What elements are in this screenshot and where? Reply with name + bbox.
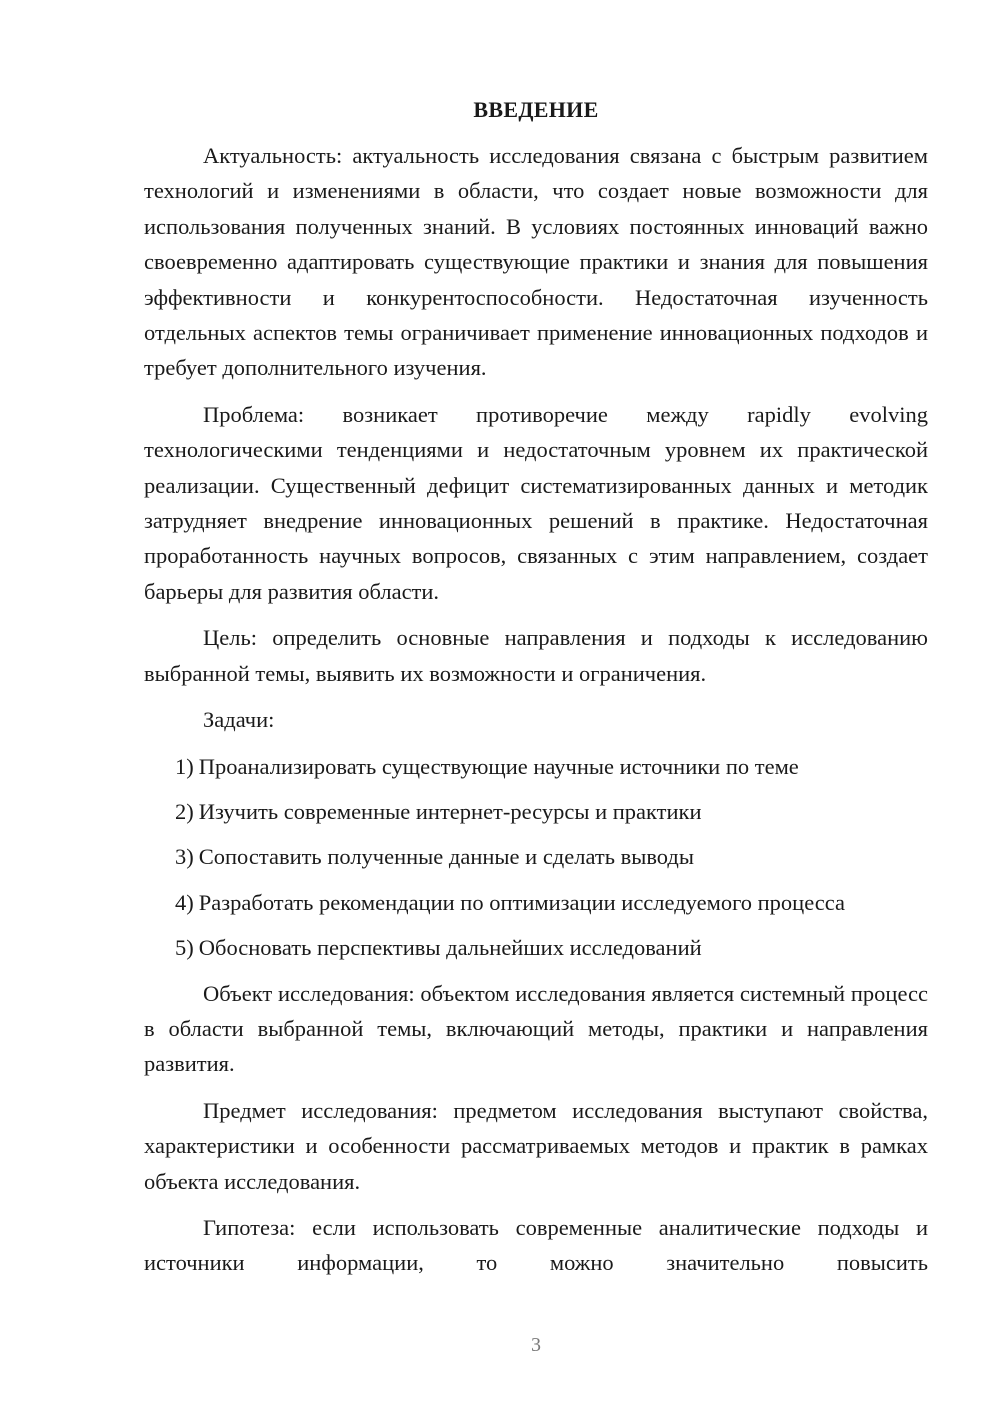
task-item-4: [144, 885, 928, 920]
task-number: 3): [175, 844, 194, 870]
page-number: 3: [531, 1334, 541, 1356]
hypothesis-paragraph: Гипотеза: если использовать современные аналитические подходы и источники информации, то можно значительно повысить: [144, 1214, 928, 1276]
task-text: Проанализировать существующие научные источники по теме: [198, 753, 799, 779]
task-item-1: [144, 749, 928, 784]
task-number: 2): [175, 798, 194, 824]
task-number: 4): [175, 889, 194, 915]
task-text: Обосновать перспективы дальнейших исследований: [198, 935, 702, 961]
page-content: [144, 94, 928, 1292]
relevance-paragraph: Актуальность: актуальность исследования связана с быстрым развитием технологий и изменениями в области, что создает новые возможности для использования полученных знаний. В условиях постоянных инноваций важно своевременно адаптировать существующие практики и знания для повышения эффективности и конкурентоспособности. Недостаточная изученность отдельных аспектов темы ограничивает применение инновационных подходов и требует дополнительного изучения.: [144, 143, 928, 381]
task-item-3: [144, 839, 928, 874]
task-text: Изучить современные интернет-ресурсы и практики: [198, 798, 702, 824]
subject-paragraph: Предмет исследования: предметом исследования выступают свойства, характеристики и особенности рассматриваемых методов и практик в рамках объекта исследования.: [144, 1097, 928, 1194]
task-number: 1): [175, 753, 194, 779]
task-item-5: [144, 930, 928, 965]
section-heading: ВВЕДЕНИЕ: [473, 97, 599, 122]
problem-paragraph: Проблема: возникает противоречие между rapidly evolving технологическими тенденциями и недостаточным уровнем их практической реализации. Существенный дефицит систематизированных данных и методик затрудняет внедрение инновационных решений в практике. Недостаточная проработанность научных вопросов, связанных с этим направлением, создает барьеры для развития области.: [144, 401, 928, 604]
task-number: 5): [175, 935, 194, 961]
object-paragraph: Объект исследования: объектом исследования является системный процесс в области выбранной темы, включающий методы, практики и направления развития.: [144, 980, 928, 1077]
task-text: Разработать рекомендации по оптимизации исследуемого процесса: [198, 889, 845, 915]
tasks-label: Задачи:: [203, 707, 275, 733]
tasks-list: [144, 749, 928, 966]
goal-paragraph: Цель: определить основные направления и подходы к исследованию выбранной темы, выявить их возможности и ограничения.: [144, 625, 928, 686]
task-text: Сопоставить полученные данные и сделать выводы: [198, 844, 694, 870]
task-item-2: [144, 794, 928, 829]
